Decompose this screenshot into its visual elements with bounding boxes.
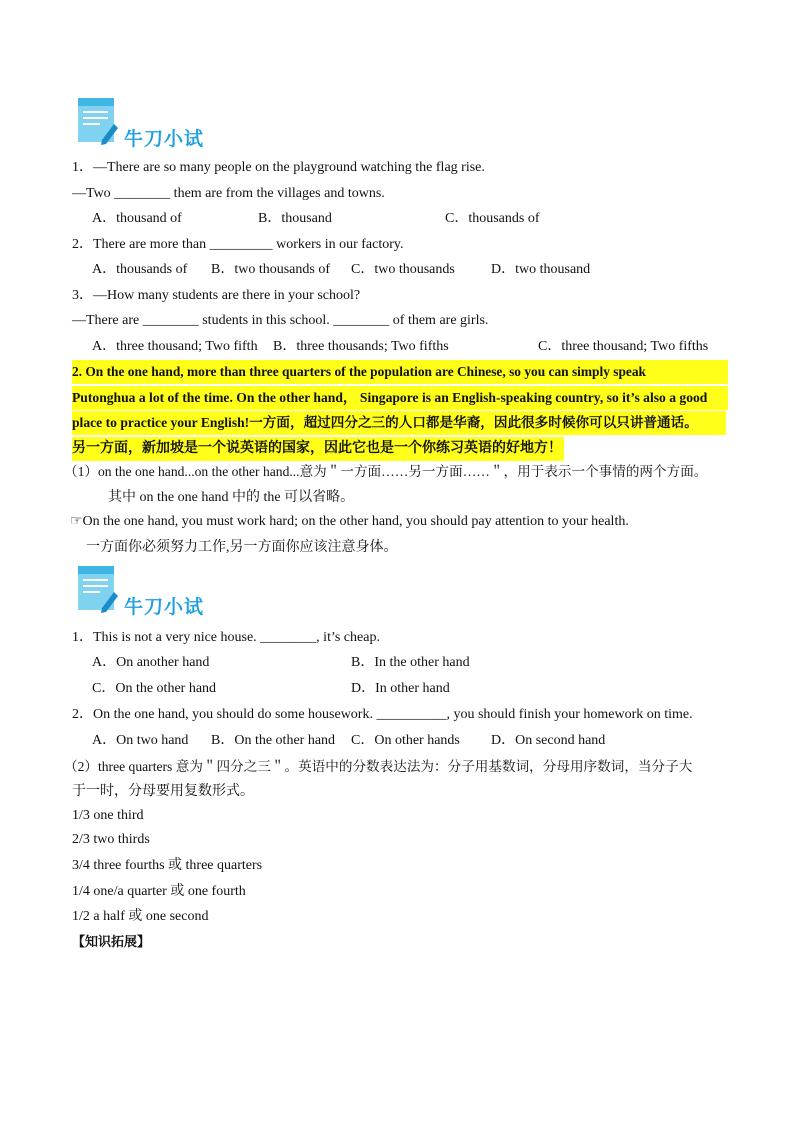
fraction-example: 1/2 a half 或 one second bbox=[72, 909, 209, 924]
question-stem: 1．—There are so many people on the playground watching the flag rise. bbox=[72, 160, 485, 175]
fraction-example: 3/4 three fourths 或 three quarters bbox=[72, 858, 263, 873]
option-a: A．On another hand bbox=[92, 655, 210, 670]
question-stem: 1．This is not a very nice house. ________, it’s cheap. bbox=[72, 630, 380, 645]
question-stem: 3．—How many students are there in your school? bbox=[72, 288, 361, 303]
option-a: A．thousands of bbox=[92, 262, 188, 277]
key-sentence-line: Putonghua a lot of the time. On the other hand， Singapore is an English-speaking country, so it’s also a good bbox=[72, 390, 708, 405]
notepad-pencil-icon bbox=[76, 564, 118, 614]
notepad-pencil-icon bbox=[76, 96, 118, 146]
option-c: C．On the other hand bbox=[92, 681, 217, 696]
section-header bbox=[72, 564, 302, 620]
option-c: C．three thousand; Two fifths bbox=[538, 339, 709, 354]
note-paragraph: 其中 on the one hand 中的 the 可以省略。 bbox=[108, 490, 355, 505]
option-c: C．thousands of bbox=[445, 211, 540, 226]
key-sentence-line: 2. On the one hand, more than three quarters of the population are Chinese, so you can simply speak bbox=[72, 364, 646, 379]
note-paragraph: （2）three quarters 意为＂四分之三＂。英语中的分数表达法为：分子用基数词，分母用序数词，当分子大 bbox=[64, 759, 693, 774]
option-d: D．On second hand bbox=[491, 733, 606, 748]
fraction-example: 2/3 two thirds bbox=[72, 832, 150, 847]
question-stem-continued: —Two ________ them are from the villages and towns. bbox=[72, 186, 385, 201]
note-paragraph: （1）on the one hand...on the other hand...意为＂一方面……另一方面……＂，用于表示一个事情的两个方面。 bbox=[64, 464, 708, 479]
option-b: B．thousand bbox=[258, 211, 332, 226]
option-d: D．two thousand bbox=[491, 262, 591, 277]
option-a: A．On two hand bbox=[92, 733, 189, 748]
section-header bbox=[72, 96, 302, 152]
option-a: A．three thousand; Two fifth bbox=[92, 339, 258, 354]
key-sentence-line: place to practice your English!一方面，超过四分之三的人口都是华裔，因此很多时候你可以只讲普通话。 bbox=[72, 415, 698, 430]
note-paragraph: 于一时，分母要用复数形式。 bbox=[72, 784, 254, 799]
section-title: 牛刀小试 bbox=[124, 128, 205, 150]
option-c: C．On other hands bbox=[351, 733, 460, 748]
fraction-example: 1/4 one/a quarter 或 one fourth bbox=[72, 884, 246, 899]
option-b: B．three thousands; Two fifths bbox=[273, 339, 449, 354]
option-c: C．two thousands bbox=[351, 262, 455, 277]
example-sentence: ☞On the one hand, you must work hard; on the other hand, you should pay attention to your health. bbox=[70, 514, 629, 529]
key-sentence-line: 另一方面，新加坡是一个说英语的国家，因此它也是一个你练习英语的好地方！ bbox=[72, 441, 562, 456]
question-stem: 2．There are more than _________ workers in our factory. bbox=[72, 237, 404, 252]
option-b: B．On the other hand bbox=[211, 733, 336, 748]
example-translation: 一方面你必须努力工作,另一方面你应该注意身体。 bbox=[86, 540, 398, 555]
knowledge-extension-heading: 【知识拓展】 bbox=[72, 935, 151, 950]
question-stem: 2．On the one hand, you should do some housework. __________, you should finish your homework on time. bbox=[72, 707, 693, 722]
option-b: B．In the other hand bbox=[351, 655, 470, 670]
section-title: 牛刀小试 bbox=[124, 596, 205, 618]
option-a: A．thousand of bbox=[92, 211, 182, 226]
question-stem-continued: —There are ________ students in this school. ________ of them are girls. bbox=[72, 313, 489, 328]
option-d: D．In other hand bbox=[351, 681, 450, 696]
option-b: B．two thousands of bbox=[211, 262, 330, 277]
fraction-example: 1/3 one third bbox=[72, 808, 144, 823]
